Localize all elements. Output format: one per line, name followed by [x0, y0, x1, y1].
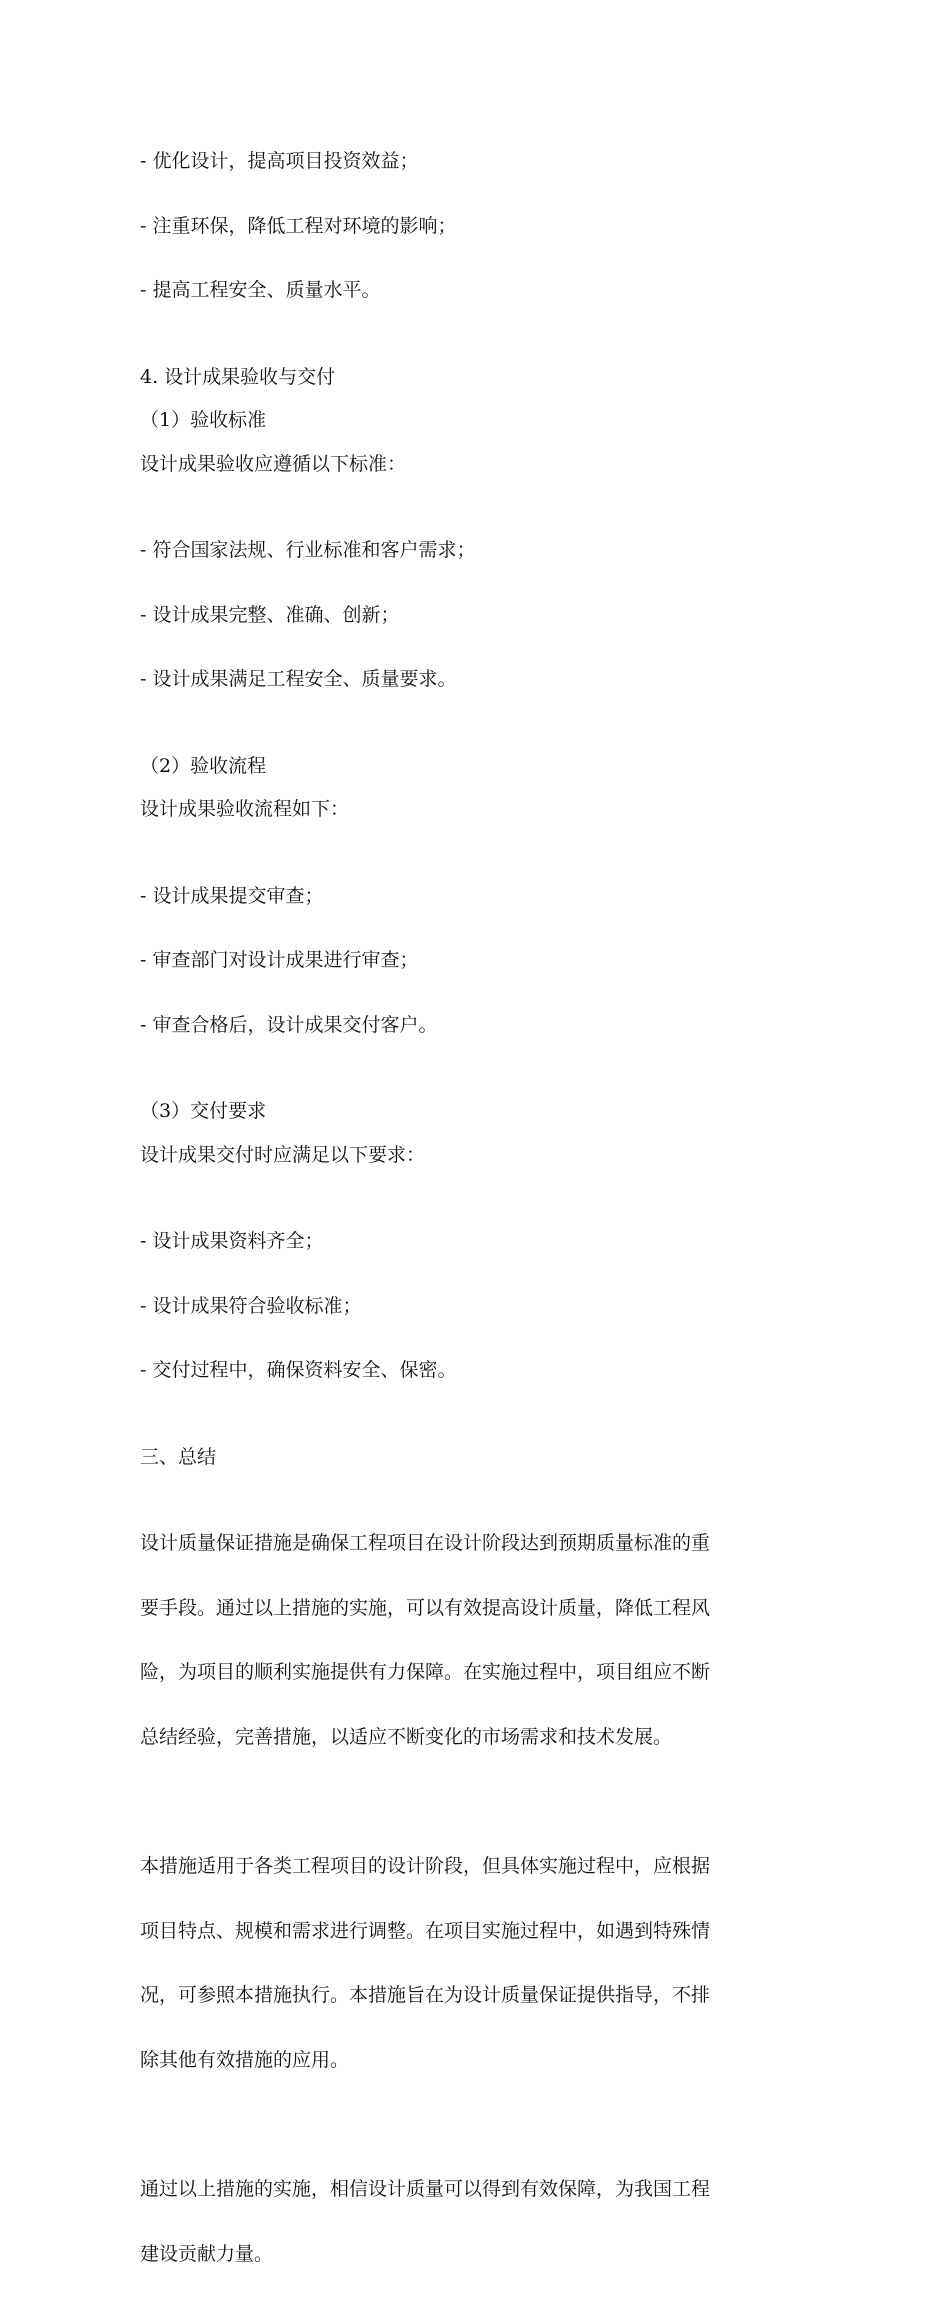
list-benefits	[140, 108, 800, 345]
paragraph-line: 建设贡献力量。	[140, 2242, 274, 2265]
list-item: - 审查合格后，设计成果交付客户。	[140, 1013, 438, 1036]
paragraph-line: 本措施适用于各类工程项目的设计阶段，但具体实施过程中，应根据	[140, 1855, 711, 1877]
paragraph-intro: 设计成果验收流程如下：	[140, 798, 350, 820]
paragraph-line: 况，可参照本措施执行。本措施旨在为设计质量保证提供指导，不排	[140, 1984, 711, 2006]
paragraph-line: 项目特点、规模和需求进行调整。在项目实施过程中，如遇到特殊情	[140, 1919, 711, 1942]
paragraph-line: 通过以上措施的实施，相信设计质量可以得到有效保障，为我国工程	[140, 2178, 711, 2200]
subheading-acceptance-standards: （1）验收标准	[140, 409, 267, 431]
paragraph-line: 设计质量保证措施是确保工程项目在设计阶段达到预期质量标准的重	[140, 1532, 711, 1554]
list-acceptance-process	[140, 843, 800, 1080]
list-delivery-requirements	[140, 1188, 800, 1425]
section-heading-summary: 三、总结	[140, 1445, 217, 1468]
list-item: - 符合国家法规、行业标准和客户需求；	[140, 539, 476, 561]
paragraph-line: 总结经验，完善措施，以适应不断变化的市场需求和技术发展。	[140, 1725, 673, 1748]
list-item: - 设计成果符合验收标准；	[140, 1294, 362, 1317]
list-item: - 设计成果提交审查；	[140, 884, 324, 907]
paragraph-summary-2	[140, 1813, 800, 2114]
paragraph-line: 要手段。通过以上措施的实施，可以有效提高设计质量，降低工程风	[140, 1596, 711, 1619]
list-item: - 设计成果满足工程安全、质量要求。	[140, 668, 457, 690]
list-item: - 交付过程中，确保资料安全、保密。	[140, 1359, 457, 1381]
section-heading-4: 4. 设计成果验收与交付	[140, 365, 336, 388]
paragraph-line: 除其他有效措施的应用。	[140, 2048, 350, 2071]
list-item: - 优化设计，提高项目投资效益；	[140, 150, 419, 172]
list-item: - 设计成果完整、准确、创新；	[140, 603, 400, 626]
document-page	[140, 108, 800, 2308]
list-item: - 提高工程安全、质量水平。	[140, 279, 381, 301]
subheading-acceptance-process: （2）验收流程	[140, 754, 267, 777]
paragraph-intro: 设计成果验收应遵循以下标准：	[140, 452, 407, 475]
list-item: - 审查部门对设计成果进行审查；	[140, 949, 419, 971]
list-acceptance-standards	[140, 497, 800, 734]
paragraph-summary-3	[140, 2136, 800, 2308]
paragraph-intro: 设计成果交付时应满足以下要求：	[140, 1143, 426, 1166]
subheading-delivery-requirements: （3）交付要求	[140, 1100, 267, 1122]
paragraph-line: 险，为项目的顺利实施提供有力保障。在实施过程中，项目组应不断	[140, 1661, 711, 1683]
paragraph-summary-1	[140, 1490, 800, 1791]
list-item: - 设计成果资料齐全；	[140, 1230, 324, 1252]
list-item: - 注重环保，降低工程对环境的影响；	[140, 214, 457, 237]
